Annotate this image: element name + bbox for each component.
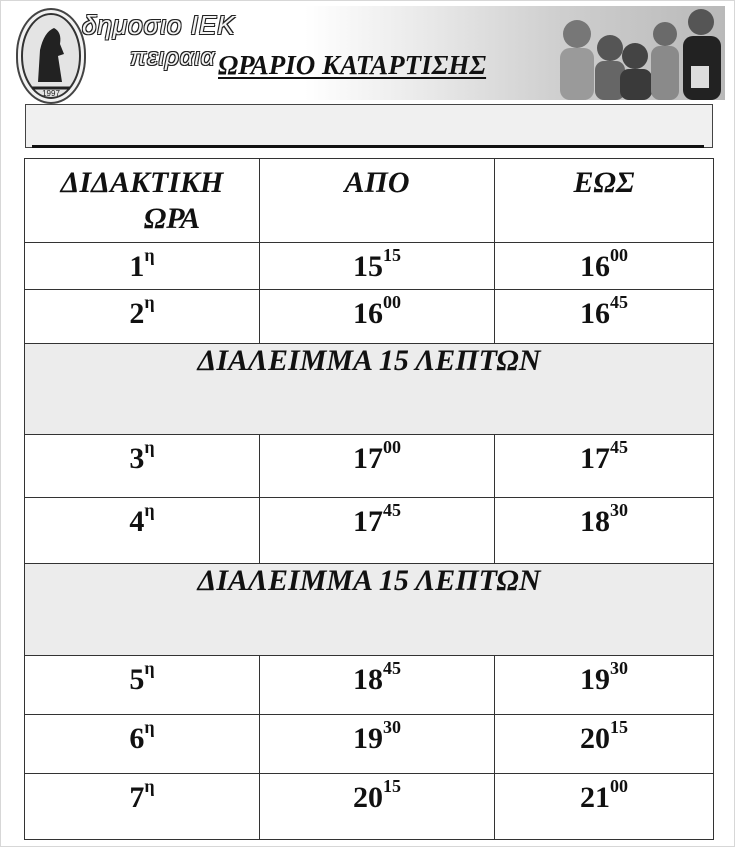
table-row — [25, 774, 714, 840]
break-row — [25, 564, 714, 656]
header-to: ΕΩΣ — [495, 159, 714, 243]
divider — [32, 145, 704, 148]
table-header-row — [25, 159, 714, 243]
banner-box — [25, 104, 713, 148]
to-cell: $19^{30}$ — [495, 656, 714, 715]
to-cell: $16^{00}$ — [495, 243, 714, 290]
break-row — [25, 344, 714, 435]
break-label: ΔΙΑΛΕΙΜΜΑ 15 ΛΕΠΤΩΝ — [25, 344, 714, 435]
table-row — [25, 498, 714, 564]
table-row — [25, 656, 714, 715]
to-cell: $17^{45}$ — [495, 435, 714, 498]
to-cell: $21^{00}$ — [495, 774, 714, 840]
to-cell: $20^{15}$ — [495, 715, 714, 774]
header-from: ΑΠΟ — [260, 159, 495, 243]
from-cell: $18^{45}$ — [260, 656, 495, 715]
table-row — [25, 243, 714, 290]
header-teaching-hour: ΔΙΔΑΚΤΙΚΗ ΩΡΑ — [25, 159, 260, 243]
from-cell: $17^{00}$ — [260, 435, 495, 498]
from-cell: $16^{00}$ — [260, 290, 495, 344]
table-row — [25, 290, 714, 344]
svg-text:1997: 1997 — [42, 89, 60, 98]
hour-cell: $2^\eta$ — [25, 290, 260, 344]
school-logo — [16, 8, 86, 104]
hour-cell: $5^\eta$ — [25, 656, 260, 715]
hour-cell: $3^\eta$ — [25, 435, 260, 498]
table-row — [25, 715, 714, 774]
to-cell: $18^{30}$ — [495, 498, 714, 564]
from-cell: $19^{30}$ — [260, 715, 495, 774]
page-title: ΩΡΑΡΙΟ ΚΑΤΑΡΤΙΣΗΣ — [218, 50, 487, 80]
from-cell: $17^{45}$ — [260, 498, 495, 564]
table-row — [25, 435, 714, 498]
hour-cell: $6^\eta$ — [25, 715, 260, 774]
from-cell: $20^{15}$ — [260, 774, 495, 840]
hour-cell: $7^\eta$ — [25, 774, 260, 840]
header — [10, 4, 722, 104]
break-label: ΔΙΑΛΕΙΜΜΑ 15 ΛΕΠΤΩΝ — [25, 564, 714, 656]
schedule-table — [24, 158, 714, 840]
hour-cell: $4^\eta$ — [25, 498, 260, 564]
hour-cell: $1^\eta$ — [25, 243, 260, 290]
school-name-line1: δημοσιο ΙΕΚ — [82, 10, 236, 40]
to-cell: $16^{45}$ — [495, 290, 714, 344]
from-cell: $15^{15}$ — [260, 243, 495, 290]
school-name-line2: πειραια — [130, 44, 216, 71]
